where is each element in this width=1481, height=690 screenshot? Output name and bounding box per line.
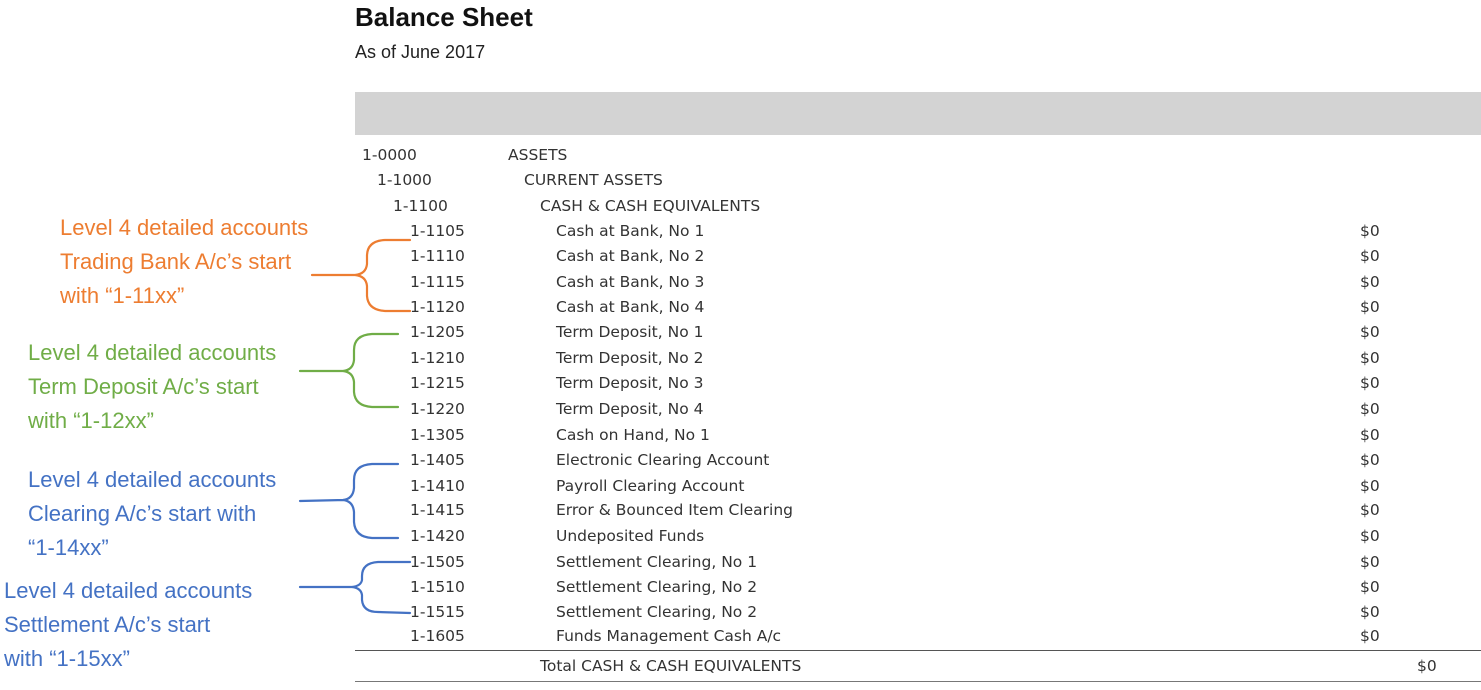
annotation-line: with “1-11xx”: [60, 283, 185, 308]
account-code: 1-1505: [410, 553, 465, 571]
total-amount: $0: [1417, 657, 1437, 675]
hierarchy-row-assets: [355, 146, 1481, 171]
column-header-band: [355, 92, 1481, 135]
account-amount: $0: [1360, 374, 1380, 392]
account-name: Cash at Bank, No 2: [556, 247, 705, 265]
account-name: Cash on Hand, No 1: [556, 426, 710, 444]
account-code: 1-1515: [410, 603, 465, 621]
account-code: 1-1215: [410, 374, 465, 392]
annotation-line: Level 4 detailed accounts: [60, 215, 309, 240]
annotation-line: Term Deposit A/c’s start: [28, 374, 259, 399]
account-name: Funds Management Cash A/c: [556, 627, 782, 645]
account-row: [355, 501, 1481, 526]
account-name: Cash at Bank, No 3: [556, 273, 705, 291]
brace-icon-clearing: [300, 464, 398, 538]
account-code: 1-1305: [410, 426, 465, 444]
hierarchy-row-current-assets: [355, 171, 1481, 196]
account-name: Settlement Clearing, No 2: [556, 578, 758, 596]
annotation-line: with “1-12xx”: [28, 408, 154, 433]
annotation-line: Trading Bank A/c’s start: [60, 249, 292, 274]
total-top-rule: [355, 650, 1481, 651]
account-row: [355, 603, 1481, 628]
account-amount: $0: [1360, 627, 1380, 645]
annotation-line: Clearing A/c’s start with: [28, 501, 257, 526]
brace-icon-settlement: [300, 562, 410, 613]
account-amount: $0: [1360, 400, 1380, 418]
account-amount: $0: [1360, 426, 1380, 444]
account-name: Term Deposit, No 1: [556, 323, 704, 341]
account-row: [355, 298, 1481, 323]
account-name: Electronic Clearing Account: [556, 451, 770, 469]
account-code: 1-1410: [410, 477, 465, 495]
account-name: CASH & CASH EQUIVALENTS: [540, 197, 761, 215]
account-code: 1-1210: [410, 349, 465, 367]
annotation-line: Level 4 detailed accounts: [4, 578, 253, 603]
account-code: 1-1115: [410, 273, 465, 291]
account-row: [355, 553, 1481, 578]
account-row: [355, 451, 1481, 476]
account-row: [355, 349, 1481, 374]
account-name: Term Deposit, No 4: [556, 400, 704, 418]
account-amount: $0: [1360, 298, 1380, 316]
account-code: 1-1220: [410, 400, 465, 418]
account-row: [355, 477, 1481, 502]
hierarchy-row-cash-equivalents: [355, 197, 1481, 222]
account-row: [355, 222, 1481, 247]
account-row: [355, 627, 1481, 652]
annotation-line: Level 4 detailed accounts: [28, 340, 277, 365]
account-row: [355, 273, 1481, 298]
account-amount: $0: [1360, 501, 1380, 519]
account-amount: $0: [1360, 527, 1380, 545]
account-code: 1-1510: [410, 578, 465, 596]
account-code: 1-1205: [410, 323, 465, 341]
account-code: 1-1405: [410, 451, 465, 469]
account-name: Cash at Bank, No 1: [556, 222, 705, 240]
account-name: Error & Bounced Item Clearing: [556, 501, 794, 519]
account-name: Payroll Clearing Account: [556, 477, 745, 495]
brace-icon-trading-bank: [312, 240, 410, 311]
brace-icon-term-deposit: [300, 334, 398, 407]
account-amount: $0: [1360, 323, 1380, 341]
annotation-line: with “1-15xx”: [4, 646, 130, 671]
account-row: [355, 374, 1481, 399]
account-row: [355, 527, 1481, 552]
total-label: Total CASH & CASH EQUIVALENTS: [540, 657, 802, 675]
account-amount: $0: [1360, 273, 1380, 291]
account-amount: $0: [1360, 553, 1380, 571]
account-code: 1-1415: [410, 501, 465, 519]
report-title: Balance Sheet: [355, 2, 533, 32]
report-subtitle: As of June 2017: [355, 42, 486, 62]
annotation-line: Settlement A/c’s start: [4, 612, 211, 637]
account-code: 1-1605: [410, 627, 465, 645]
account-amount: $0: [1360, 451, 1380, 469]
account-code: 1-1110: [410, 247, 465, 265]
account-row: [355, 400, 1481, 425]
account-amount: $0: [1360, 349, 1380, 367]
account-name: ASSETS: [508, 146, 568, 164]
account-amount: $0: [1360, 603, 1380, 621]
account-row: [355, 323, 1481, 348]
account-name: Settlement Clearing, No 1: [556, 553, 758, 571]
account-name: Term Deposit, No 2: [556, 349, 704, 367]
account-row: [355, 426, 1481, 451]
account-code: 1-1120: [410, 298, 465, 316]
account-amount: $0: [1360, 222, 1380, 240]
total-bottom-rule: [355, 681, 1481, 682]
account-amount: $0: [1360, 578, 1380, 596]
account-code: 1-1420: [410, 527, 465, 545]
account-code: 1-0000: [362, 146, 417, 164]
account-name: Undeposited Funds: [556, 527, 705, 545]
account-name: Settlement Clearing, No 2: [556, 603, 758, 621]
account-amount: $0: [1360, 247, 1380, 265]
annotation-line: “1-14xx”: [28, 535, 109, 560]
account-name: Cash at Bank, No 4: [556, 298, 705, 316]
account-code: 1-1100: [393, 197, 448, 215]
account-code: 1-1105: [410, 222, 465, 240]
account-name: Term Deposit, No 3: [556, 374, 704, 392]
brace-connectors: [0, 0, 500, 690]
account-code: 1-1000: [377, 171, 432, 189]
annotation-line: Level 4 detailed accounts: [28, 467, 277, 492]
account-row: [355, 578, 1481, 603]
account-amount: $0: [1360, 477, 1380, 495]
account-row: [355, 247, 1481, 272]
account-name: CURRENT ASSETS: [524, 171, 663, 189]
